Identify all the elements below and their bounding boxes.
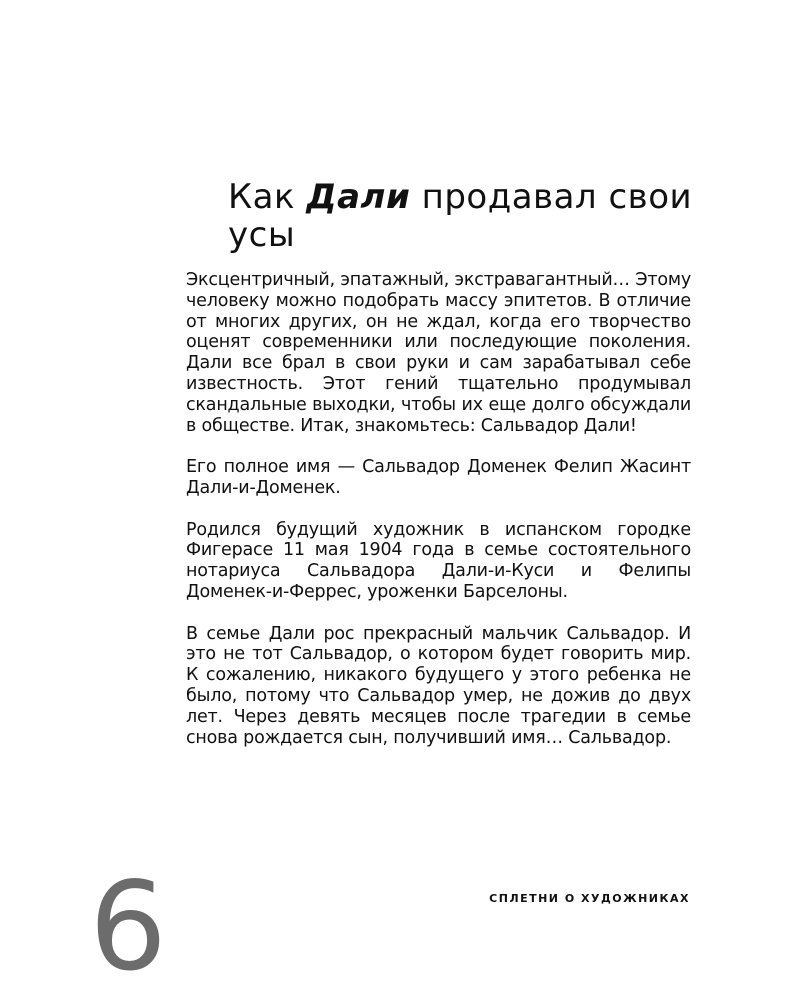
chapter-title [228, 178, 708, 254]
paragraph-full-name: Его полное имя — Сальвадор Доменек Фелип Жасинт Дали-и-Доменек. [186, 457, 691, 498]
title-part-1: Как [228, 177, 307, 217]
title-highlight-name: Дали [306, 177, 411, 217]
title-part-2: продавал свои усы [228, 177, 693, 255]
paragraph-brother: В семье Дали рос прекрасный мальчик Сальвадор. И это не тот Сальвадор, о котором будет говорить мир. К сожалению, никакого будущего у этого ребенка не было, потому что Сальвадор умер, не дожив до двух лет. Через девять месяцев после трагедии в семье снова рождается сын, получивший имя… Сальвадор. [186, 623, 691, 748]
paragraph-birth: Родился будущий художник в испанском городке Фигерасе 11 мая 1904 года в семье состоятельного нотариуса Сальвадора Дали-и-Куси и Фелипы Доменек-и-Феррес, уроженки Барселоны. [186, 519, 691, 602]
page-number: 6 [89, 856, 167, 998]
body-text [186, 270, 691, 769]
paragraph-intro: Эксцентричный, эпатажный, экстравагантный… Этому человеку можно подобрать массу эпитетов. В отличие от многих других, он не ждал, когда его творчество оценят современники или последующие поколения. Дали все брал в свои руки и сам зарабатывал себе известность. Этот гений тщательно продумывал скандальные выходки, чтобы их еще долго обсуждали в обществе. Итак, знакомьтесь: Сальвадор Дали! [186, 270, 691, 436]
running-head: СПЛЕТНИ О ХУДОЖНИКАХ [489, 892, 690, 905]
